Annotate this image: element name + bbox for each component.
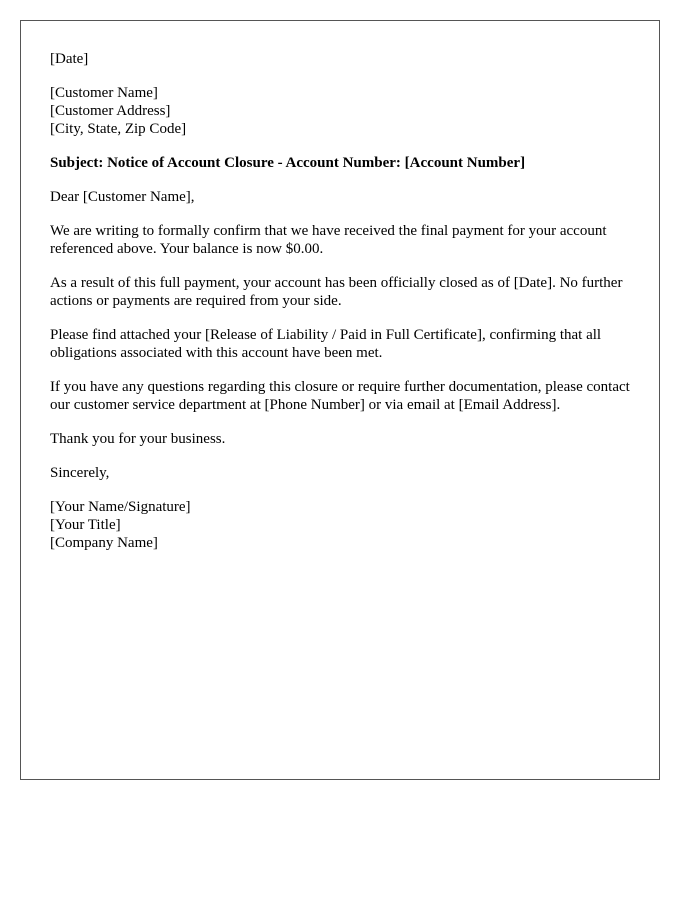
letter-closing: Sincerely,: [50, 465, 110, 481]
body-paragraph-attachment: Please find attached your [Release of Liability / Paid in Full Certificate], confirming that all obligations associated with this account have been met.: [50, 327, 602, 361]
recipient-city-state-zip: [City, State, Zip Code]: [50, 121, 187, 137]
signature-company: [Company Name]: [50, 535, 158, 551]
signature-title: [Your Title]: [50, 517, 121, 533]
signature-name: [Your Name/Signature]: [50, 499, 191, 515]
body-paragraph-closure: As a result of this full payment, your account has been officially closed as of [Date]. No further actions or payments are required from your side.: [50, 275, 623, 309]
body-paragraph-thanks: Thank you for your business.: [50, 431, 226, 447]
recipient-block: [50, 84, 635, 138]
letter-date: [Date]: [50, 51, 89, 67]
body-paragraph-contact: If you have any questions regarding this closure or require further documentation, please contact our customer service department at [Phone Number] or via email at [Email Address].: [50, 379, 630, 413]
recipient-address: [Customer Address]: [50, 103, 171, 119]
body-paragraph-confirmation: We are writing to formally confirm that we have received the final payment for your account referenced above. Your balance is now $0.00.: [50, 223, 607, 257]
letter-content: [50, 50, 635, 568]
signature-block: [50, 498, 635, 552]
letter-salutation: Dear [Customer Name],: [50, 189, 195, 205]
letter-subject: Subject: Notice of Account Closure - Account Number: [Account Number]: [50, 155, 526, 171]
recipient-name: [Customer Name]: [50, 85, 158, 101]
letter-page: [20, 20, 660, 780]
